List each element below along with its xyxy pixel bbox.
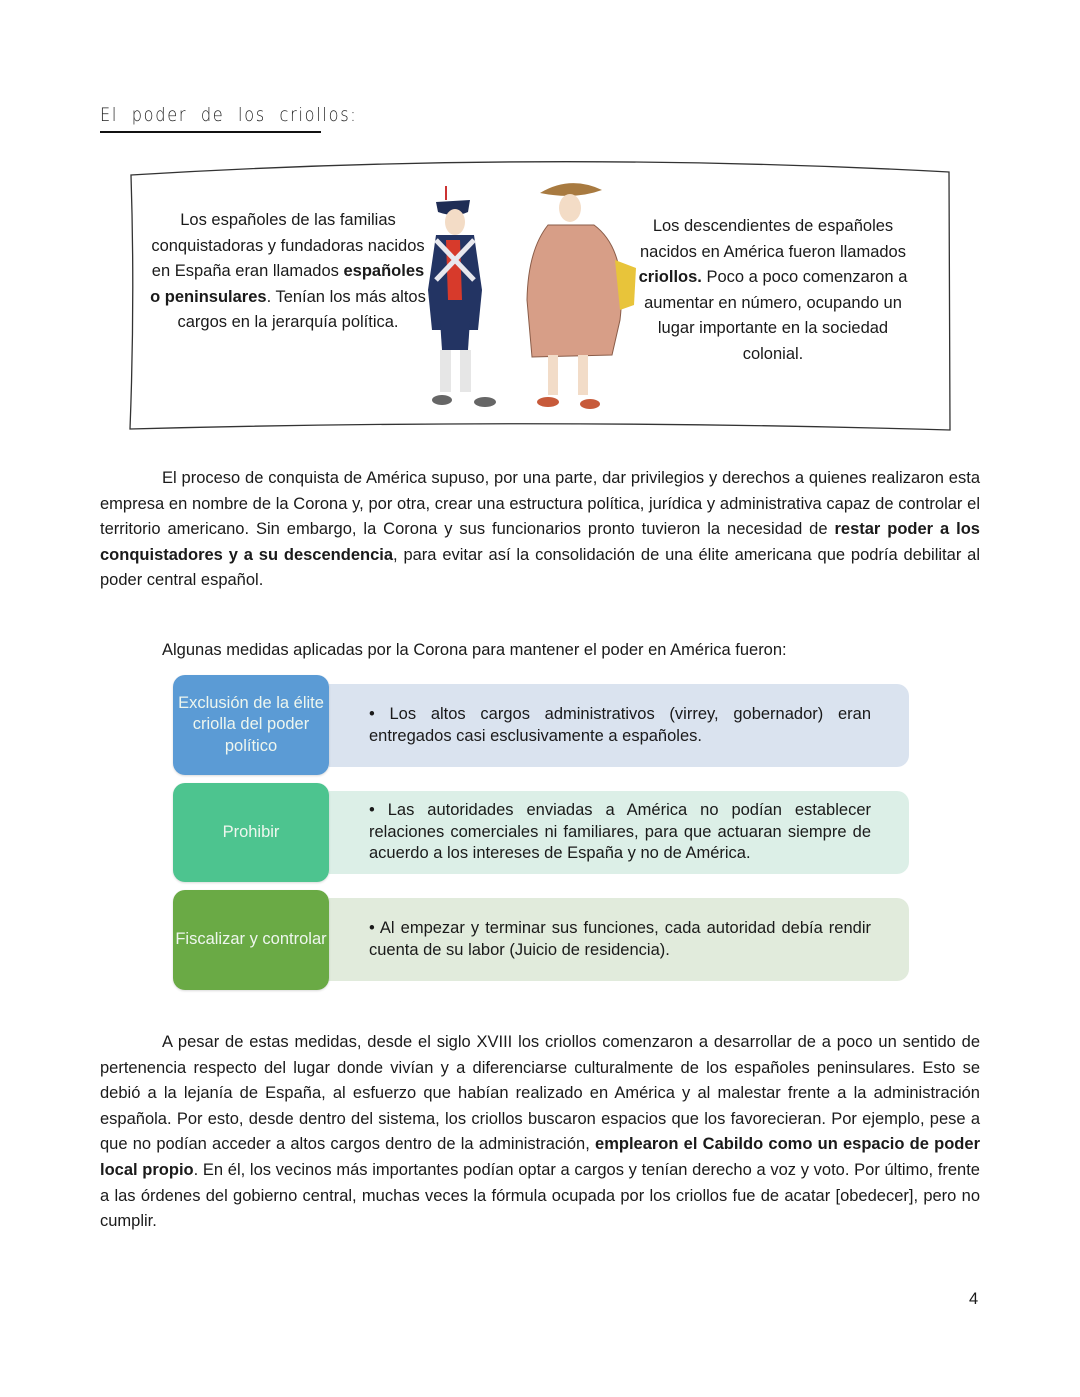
measure-text: • Al empezar y terminar sus funciones, cada autoridad debía rendir cuenta de su labor (Juicio de residencia). — [369, 919, 871, 959]
paragraph-text: . En él, los vecinos más importantes podían optar a cargos y tenían derecho a voz y voto. Por último, frente a las órdenes del gobierno central, muchas veces la fórmula ocupada por los criollos fue de acatar [obedecer], pero no cumplir. — [100, 1160, 980, 1231]
caption-text: Los descendientes de españoles nacidos en América fueron llamados — [640, 217, 906, 261]
measure-row — [173, 783, 909, 882]
measure-text: • Los altos cargos administrativos (virrey, gobernador) eran entregados casi esclusivamente a españoles. — [369, 705, 871, 745]
section-title: El poder de los criollos: — [100, 104, 358, 126]
criollos-caption — [628, 214, 918, 368]
measure-description — [329, 791, 909, 874]
paragraph-text: A pesar de estas medidas, desde el siglo XVIII los criollos comenzaron a desarrollar de a poco un sentido de pertenencia respecto del lugar donde vivían y a diferenciarse culturalmente de los españoles peninsulares. Esto se debió a la lejanía de España, al esfuerzo que habían realizado en América y al malestar frente a la administración española. Por esto, desde dentro del sistema, los criollos buscaron espacios que los favorecieran. Por ejemplo, pese a que no podían acceder a altos cargos dentro de la administración, — [100, 1033, 980, 1154]
measure-row — [173, 890, 909, 990]
measure-label: Prohibir — [173, 783, 329, 882]
caption-bold: criollos. — [638, 268, 702, 287]
paragraph-text: El proceso de conquista de América supuso, por una parte, dar privilegios y derechos a quienes realizaron esta empresa en nombre de la Corona y, por otra, crear una estructura política, jurídica y administrativa capaz de controlar el territorio americano. Sin embargo, la Corona y sus funcionarios pronto tuvieron la necesidad de — [100, 469, 980, 539]
measures-intro: Algunas medidas aplicadas por la Corona para mantener el poder en América fueron: — [162, 641, 787, 659]
paragraph-conquest — [100, 466, 980, 594]
caption-bold: españoles o peninsulares — [150, 262, 425, 306]
measure-text: • Las autoridades enviadas a América no podían establecer relaciones comerciales ni familiares, para que actuaran siempre de acuerdo a los intereses de España y no de América. — [369, 801, 871, 863]
peninsular-soldier-illustration — [428, 186, 496, 407]
caption-text: Poco a poco comenzaron a aumentar en número, ocupando un lugar importante en la sociedad colonial. — [644, 268, 908, 363]
measure-row — [173, 675, 909, 775]
caption-text: Los españoles de las familias conquistadoras y fundadoras nacidos en España eran llamados — [151, 211, 425, 281]
measure-label: Fiscalizar y controlar — [173, 890, 329, 990]
paragraph-text: , para evitar así la consolidación de una élite americana que podría debilitar al poder central español. — [100, 545, 981, 590]
measure-description — [329, 684, 909, 767]
paragraph-bold: emplearon el Cabildo como un espacio de poder local propio — [100, 1135, 980, 1179]
peninsulares-caption — [148, 208, 428, 336]
measure-description — [329, 898, 909, 981]
measure-label: Exclusión de la élite criolla del poder político — [173, 675, 329, 775]
paragraph-criollos — [100, 1030, 980, 1235]
page-number: 4 — [969, 1290, 979, 1308]
paragraph-bold: restar poder a los conquistadores y a su descendencia — [100, 520, 980, 564]
criollo-illustration — [527, 183, 636, 409]
caption-text: . Tenían los más altos cargos en la jerarquía política. — [177, 287, 426, 332]
